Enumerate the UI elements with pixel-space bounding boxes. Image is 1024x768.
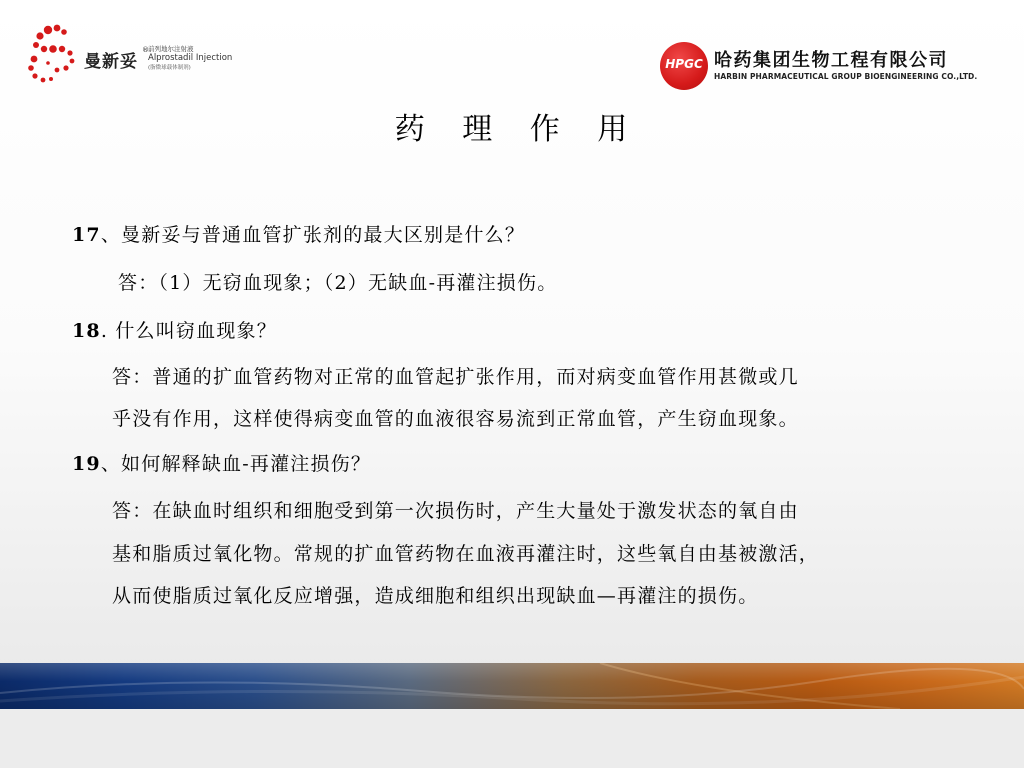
question-text: 曼新妥与普通血管扩张剂的最大区别是什么？ — [121, 224, 526, 246]
company-logo — [660, 40, 990, 92]
brand-name: 曼新妥 — [84, 52, 138, 72]
question-number: 19 — [72, 453, 101, 475]
question-separator: 、 — [100, 224, 122, 246]
footer-area — [0, 709, 1024, 768]
company-name-cn: 哈药集团生物工程有限公司 — [714, 50, 948, 71]
dots-logo-icon — [26, 22, 82, 88]
answer-19-line-1: 答：在缺血时组织和细胞受到第一次损伤时，产生大量处于激发状态的氧自由 — [112, 500, 799, 522]
company-name-en: HARBIN PHARMACEUTICAL GROUP BIOENGINEERING CO.,LTD. — [714, 72, 978, 81]
question-separator: . — [100, 320, 116, 342]
footer-band-shine — [0, 663, 1024, 709]
answer-18-line-1: 答：普通的扩血管药物对正常的血管起扩张作用，而对病变血管作用甚微或几 — [112, 366, 799, 388]
answer-17-line-1: 答：（1）无窃血现象；（2）无缺血-再灌注损伤。 — [118, 272, 558, 294]
brand-sub-en: Alprostadil Injection — [148, 53, 233, 64]
question-text: 如何解释缺血-再灌注损伤？ — [121, 453, 372, 475]
question-19 — [72, 449, 371, 476]
answer-18-line-2: 乎没有作用，这样使得病变血管的血液很容易流到正常血管，产生窃血现象。 — [112, 408, 799, 430]
hpgc-badge-text: HPGC — [665, 57, 703, 71]
question-17 — [72, 220, 525, 247]
question-separator: 、 — [100, 453, 122, 475]
brand-logo — [26, 22, 236, 88]
answer-19-line-3: 从而使脂质过氧化反应增强，造成细胞和组织出现缺血—再灌注的损伤。 — [112, 585, 759, 607]
question-text: 什么叫窃血现象？ — [115, 320, 277, 342]
brand-sub-note: (脂微球载体制剂) — [148, 65, 191, 72]
page-title: 药 理 作 用 — [394, 112, 642, 147]
brand-registered-mark: ® — [142, 46, 149, 54]
question-number: 18 — [72, 320, 101, 342]
brand-subtitle — [148, 46, 232, 72]
hpgc-badge-icon — [660, 42, 708, 90]
question-18 — [72, 316, 277, 343]
question-number: 17 — [72, 224, 101, 246]
answer-19-line-2: 基和脂质过氧化物。常规的扩血管药物在血液再灌注时，这些氧自由基被激活， — [112, 543, 820, 565]
brand-sub-cn: 前列地尔注射液 — [148, 45, 194, 53]
